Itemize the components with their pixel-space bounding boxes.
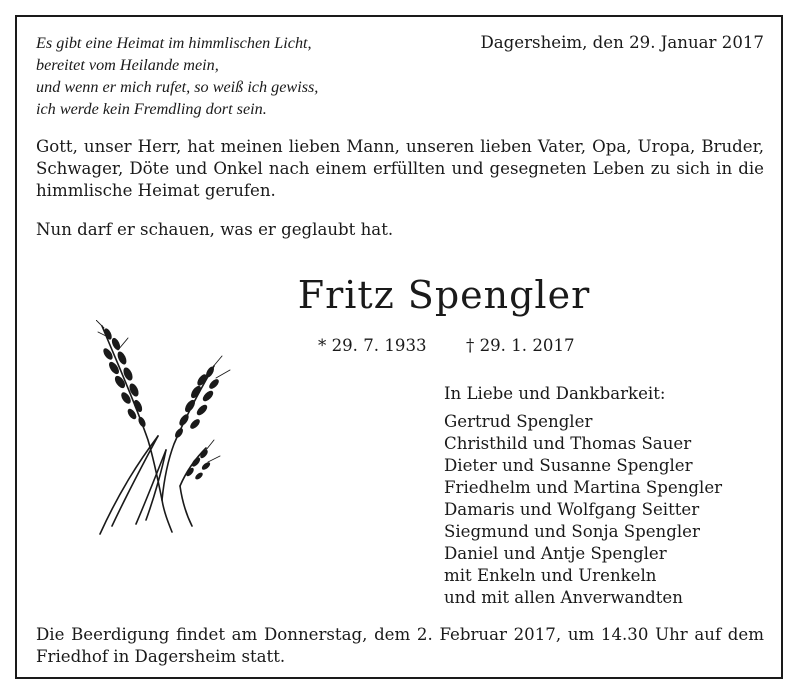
poem-line: ich werde kein Fremdling dort sein. <box>36 100 267 118</box>
mourner-name: Dieter und Susanne Spengler <box>444 456 693 475</box>
belief-line: Nun darf er schauen, was er geglaubt hat. <box>36 220 394 239</box>
wheat-ears-icon <box>96 320 236 542</box>
mourner-name: und mit allen Anverwandten <box>444 588 683 607</box>
death-date: † 29. 1. 2017 <box>466 336 575 355</box>
mourner-name: Daniel und Antje Spengler <box>444 544 667 563</box>
mourners-list <box>444 383 722 609</box>
mourner-name: Damaris und Wolfgang Seitter <box>444 500 700 519</box>
deceased-name: Fritz Spengler <box>297 273 591 317</box>
poem <box>36 32 456 120</box>
place-date: Dagersheim, den 29. Januar 2017 <box>480 33 764 52</box>
death-announcement: Gott, unser Herr, hat meinen lieben Mann, unseren lieben Vater, Opa, Uropa, Bruder, Schwager, Döte und Onkel nach einem erfüllten und gesegneten Leben zu sich in die himmlische Heimat gerufen. <box>36 137 764 200</box>
mourners-intro: In Liebe und Dankbarkeit: <box>444 384 666 403</box>
mourner-name: Siegmund und Sonja Spengler <box>444 522 700 541</box>
funeral-notice: Die Beerdigung findet am Donnerstag, dem 2. Februar 2017, um 14.30 Uhr auf dem Friedhof in Dagersheim statt. <box>36 625 764 666</box>
birth-date: * 29. 7. 1933 <box>318 336 427 355</box>
mourner-name: Christhild und Thomas Sauer <box>444 434 692 453</box>
mourner-name: Gertrud Spengler <box>444 412 593 431</box>
poem-line: bereitet vom Heilande mein, <box>36 56 219 74</box>
poem-line: Es gibt eine Heimat im himmlischen Licht, <box>36 34 312 52</box>
mourner-name: Friedhelm und Martina Spengler <box>444 478 723 497</box>
mourner-name: mit Enkeln und Urenkeln <box>444 566 657 585</box>
poem-line: und wenn er mich rufet, so weiß ich gewiss, <box>36 78 319 96</box>
